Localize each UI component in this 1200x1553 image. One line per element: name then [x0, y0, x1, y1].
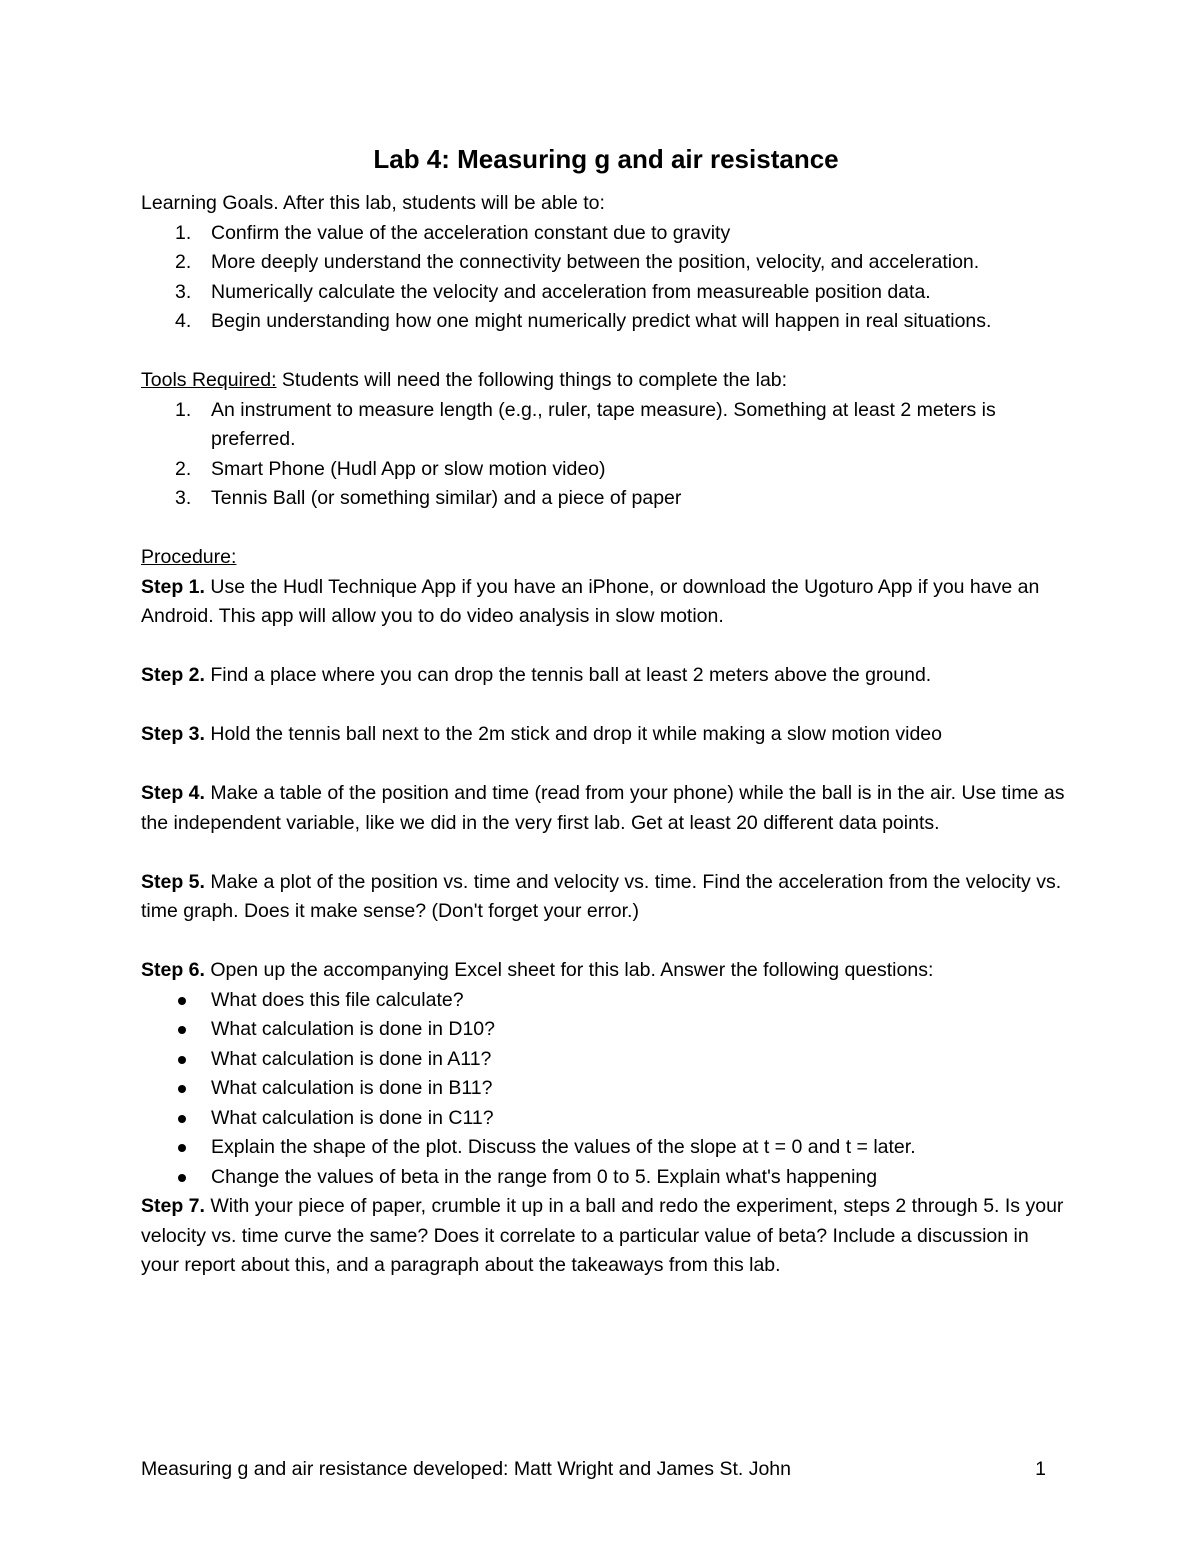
list-item	[141, 484, 1071, 514]
list-item	[141, 1045, 1071, 1075]
tools-intro	[141, 366, 1071, 396]
step-text: Make a table of the position and time (read from your phone) while the ball is in the air. Use time as the independent variable, like we did in the very first lab. Get at least 20 different data points.	[141, 782, 1065, 834]
spacer	[141, 750, 1071, 780]
step-6	[141, 956, 1071, 986]
footer-text: Measuring g and air resistance developed: Matt Wright and James St. John	[141, 1458, 791, 1480]
bullet-icon	[178, 1174, 186, 1182]
bullet-icon	[178, 1144, 186, 1152]
step-text: Open up the accompanying Excel sheet for this lab. Answer the following questions:	[204, 959, 934, 981]
step-label: Step 4.	[141, 782, 205, 804]
bullet-icon	[178, 1115, 186, 1123]
step-label: Step 3.	[141, 723, 205, 745]
step-label: Step 5.	[141, 870, 205, 893]
bullet-icon	[178, 1026, 186, 1034]
bullet-icon	[178, 1056, 186, 1064]
step-label: Step 6.	[141, 959, 205, 981]
list-item	[141, 219, 1071, 249]
list-item	[141, 248, 1071, 278]
step-7	[141, 1192, 1071, 1281]
list-item	[141, 1163, 1071, 1193]
list-item	[141, 455, 1071, 485]
spacer	[141, 927, 1071, 957]
spacer	[141, 514, 1071, 544]
list-item	[141, 1015, 1071, 1045]
learning-goals-intro: Learning Goals. After this lab, students will be able to:	[141, 192, 605, 214]
step-label: Step 7.	[141, 1195, 205, 1217]
spacer	[141, 838, 1071, 868]
list-number: 2.	[175, 251, 192, 273]
step-label: Step 2.	[141, 664, 205, 686]
page-title: Lab 4: Measuring g and air resistance	[373, 144, 839, 174]
list-item-text: Smart Phone (Hudl App or slow motion video)	[211, 457, 606, 480]
list-item	[141, 1104, 1071, 1134]
tools-heading: Tools Required:	[141, 369, 277, 391]
list-item-text: What calculation is done in B11?	[211, 1077, 493, 1099]
list-item	[141, 278, 1071, 308]
list-number: 3.	[175, 280, 192, 303]
list-item	[141, 396, 1071, 455]
list-number: 2.	[175, 457, 192, 480]
step-2	[141, 661, 1071, 691]
list-item-text: Explain the shape of the plot. Discuss the values of the slope at t = 0 and t = later.	[211, 1136, 916, 1158]
procedure-heading: Procedure:	[141, 546, 237, 568]
list-number: 1.	[175, 221, 192, 244]
page-content	[141, 141, 1071, 1281]
list-item-text: Tennis Ball (or something similar) and a piece of paper	[211, 487, 682, 509]
list-item-text: Change the values of beta in the range from 0 to 5. Explain what's happening	[211, 1165, 878, 1188]
list-item-text: Confirm the value of the acceleration constant due to gravity	[211, 221, 731, 244]
step-4	[141, 779, 1071, 838]
list-item-text: What does this file calculate?	[211, 988, 464, 1011]
bullet-icon	[178, 1085, 186, 1093]
list-number: 1.	[175, 398, 192, 421]
list-item	[141, 307, 1071, 337]
list-number: 3.	[175, 487, 192, 509]
page-footer	[141, 1455, 1046, 1484]
list-item	[141, 1074, 1071, 1104]
tools-intro-text: Students will need the following things to complete the lab:	[276, 369, 788, 391]
list-item-text: Begin understanding how one might numerically predict what will happen in real situations.	[211, 310, 992, 332]
step-5	[141, 868, 1071, 927]
step-6-questions	[141, 986, 1071, 1193]
step-1	[141, 573, 1071, 632]
list-item-text: What calculation is done in D10?	[211, 1018, 495, 1040]
learning-goals-list	[141, 219, 1071, 337]
list-item-text: More deeply understand the connectivity between the position, velocity, and acceleration.	[211, 251, 980, 273]
step-label: Step 1.	[141, 575, 205, 598]
list-item-text: What calculation is done in A11?	[211, 1047, 492, 1070]
step-text: Find a place where you can drop the tennis ball at least 2 meters above the ground.	[204, 664, 932, 686]
spacer	[141, 691, 1071, 721]
list-item	[141, 1133, 1071, 1163]
bullet-icon	[178, 997, 186, 1005]
spacer	[141, 632, 1071, 662]
step-text: Use the Hudl Technique App if you have an iPhone, or download the Ugoturo App if you have an Android. This app will allow you to do video analysis in slow motion.	[141, 575, 1040, 627]
step-3	[141, 720, 1071, 750]
step-text: With your piece of paper, crumble it up in a ball and redo the experiment, steps 2 through 5. Is your velocity vs. time curve the same? Does it correlate to a particular value of beta? Include a discussion in your report about this, and a paragraph about the takeaways from this lab.	[141, 1195, 1064, 1276]
page-number: 1	[1035, 1458, 1046, 1480]
tools-list	[141, 396, 1071, 514]
list-item-text: Numerically calculate the velocity and acceleration from measureable position data.	[211, 280, 931, 303]
list-item-text: What calculation is done in C11?	[211, 1106, 494, 1129]
list-item	[141, 986, 1071, 1016]
step-text: Hold the tennis ball next to the 2m stick and drop it while making a slow motion video	[204, 723, 942, 745]
spacer	[141, 337, 1071, 367]
list-number: 4.	[175, 310, 192, 332]
step-text: Make a plot of the position vs. time and velocity vs. time. Find the acceleration from the velocity vs. time graph. Does it make sense? (Don't forget your error.)	[141, 870, 1062, 922]
list-item-text: An instrument to measure length (e.g., ruler, tape measure). Something at least 2 meters is preferred.	[211, 398, 996, 450]
